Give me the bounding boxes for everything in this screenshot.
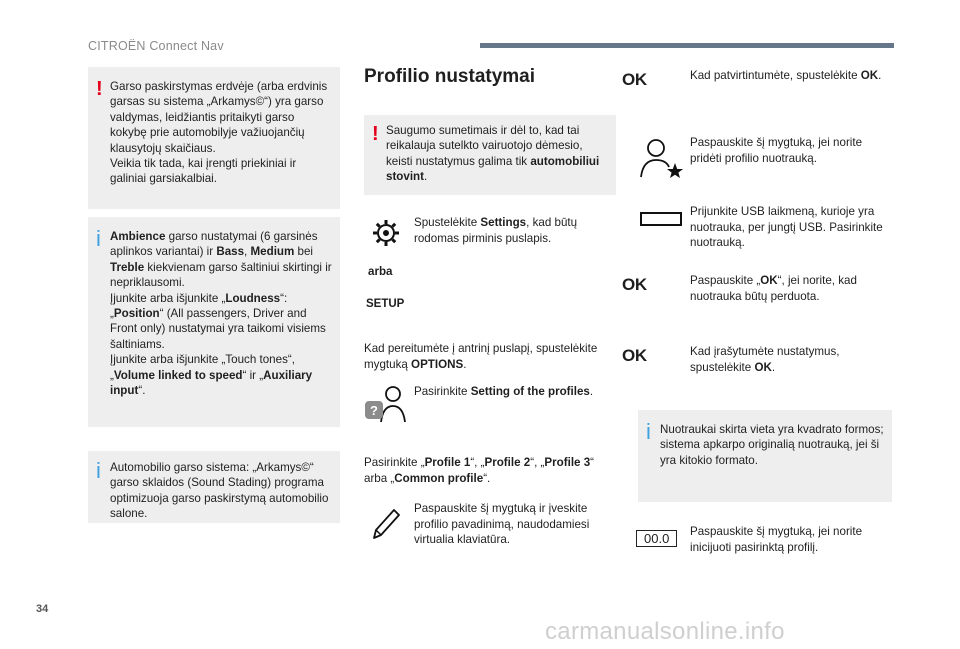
watermark: carmanualsonline.info (545, 618, 785, 645)
transfer-text: Paspauskite „OK“, jei norite, kad nuotrauka būtų perduota. (690, 274, 857, 303)
info-icon: i (96, 458, 101, 483)
header-bar (480, 43, 894, 48)
box-text: Garso paskirstymas erdvėje (arba erdvinis garsas su sistema „Arkamys©“) yra garso valdymas, leidžiantis pritaikyti garso kokybę prie automobilyje važiuojančių klausytojų skaičiaus. Veikia tik tada, kai įrengti priekiniai ir galiniai garsiakalbiai. (110, 80, 328, 186)
usb-port-icon (640, 212, 682, 226)
ok-button[interactable]: OK (622, 275, 647, 294)
select-profile-text: Pasirinkite Setting of the profiles. (414, 385, 594, 398)
header-title: CITROËN Connect Nav (88, 39, 224, 53)
reset-text: Paspauskite šį mygtuką, jei norite inicijuoti pasirinktą profilį. (690, 525, 863, 554)
or-label: arba (368, 265, 393, 278)
reset-profile-button[interactable]: 00.0 (636, 530, 677, 547)
confirm-text: Kad patvirtintumėte, spustelėkite OK. (690, 69, 882, 82)
pencil-icon[interactable] (368, 504, 402, 542)
svg-text:?: ? (370, 403, 378, 418)
box-text: Nuotraukai skirta vieta yra kvadrato formos; sistema apkarpo originalią nuotrauką, jei ši yra kitokio formato. (660, 423, 884, 467)
add-photo-icon[interactable] (638, 137, 684, 179)
profile-question-icon[interactable] (363, 384, 409, 424)
info-box-arkamys (88, 451, 340, 523)
ok-button[interactable]: OK (622, 346, 647, 365)
warning-icon: ! (96, 78, 103, 100)
box-text: Ambience garso nustatymai (6 garsinės aplinkos variantai) ir Bass, Medium bei Treble kiekvienam garso šaltiniui skirtingi ir nepriklausomi. Įjunkite arba išjunkite „Loudness“: „Position“ (All passengers, Driver and Front only) nustatymai yra taikomi visiems šaltiniams. Įjunkite arba išjunkite „Touch tones“, „Volume linked to speed“ ir „Auxiliary input“. (110, 230, 332, 398)
ok-button[interactable]: OK (622, 70, 647, 89)
usb-text: Prijunkite USB laikmeną, kurioje yra nuotrauka, per jungtį USB. Pasirinkite nuotrauką. (690, 205, 883, 250)
warning-icon: ! (372, 123, 379, 145)
warning-box-safety (364, 115, 616, 195)
add-photo-text: Paspauskite šį mygtuką, jei norite pridėti profilio nuotrauką. (690, 136, 863, 165)
page-number: 34 (36, 603, 49, 615)
info-icon: i (96, 226, 101, 251)
profiles-text: Pasirinkite „Profile 1“, „Profile 2“, „Profile 3“ arba „Common profile“. (364, 456, 595, 485)
info-box-photo (638, 410, 892, 502)
box-text: Saugumo sumetimais ir dėl to, kad tai reikalauja sutelkto vairuotojo dėmesio, keisti nustatymus galima tik automobiliui stovint. (386, 124, 600, 184)
setup-button[interactable]: SETUP (366, 298, 405, 310)
info-box-spatial-sound (88, 67, 340, 209)
gear-icon[interactable] (371, 218, 401, 248)
options-text: Kad pereitumėte į antrinį puslapį, spustelėkite mygtuką OPTIONS. (364, 342, 598, 371)
save-text: Kad įrašytumėte nustatymus, spustelėkite OK. (690, 345, 840, 374)
box-text: Automobilio garso sistema: „Arkamys©“ garso sklaidos (Sound Stading) programa optimizuoja garso paskirstymą automobilio salone. (110, 461, 329, 521)
settings-text: Spustelėkite Settings, kad būtų rodomas pirminis puslapis. (414, 216, 578, 245)
edit-name-text: Paspauskite šį mygtuką ir įveskite profilio pavadinimą, naudodamiesi virtualia klaviatūra. (414, 502, 590, 547)
info-icon: i (646, 419, 651, 444)
section-title: Profilio nustatymai (364, 66, 536, 87)
info-box-ambience (88, 217, 340, 427)
